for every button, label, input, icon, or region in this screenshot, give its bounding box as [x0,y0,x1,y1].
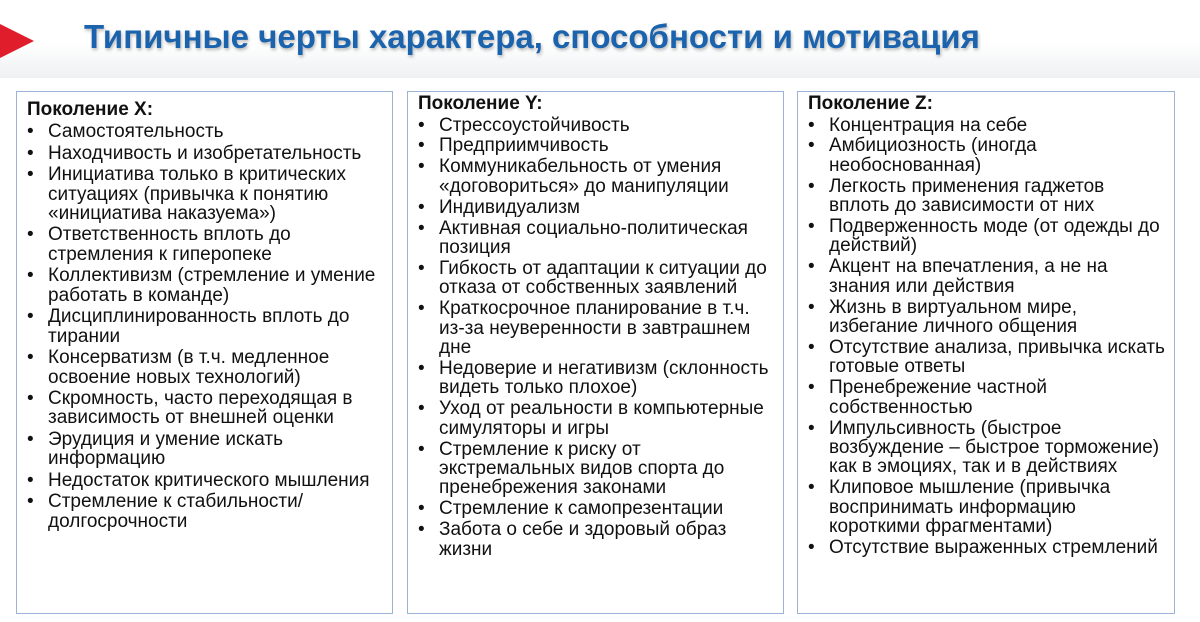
bullet-icon: • [418,196,425,218]
list-item [17,492,386,531]
list-item [798,419,1168,477]
list-item-text: Недостаток критического мышления [48,469,370,491]
bullet-icon: • [808,114,815,136]
list-item-text: Ответственность вплоть до стремления к гиперопеке [48,224,291,265]
list-item [17,307,386,346]
column-generation-x [16,91,393,614]
list-item-text: Отсутствие анализа, привычка искать готовые ответы [829,336,1165,378]
list-item [17,144,386,163]
list-item-text: Стремление к самопрезентации [439,498,724,520]
list-item-text: Коллективизм (стремление и умение работать в команде) [48,265,376,306]
list-item [408,198,777,217]
column-title: Поколение Z: [808,93,933,114]
list-item-text: Уход от реальности в компьютерные симуляторы и игры [439,398,764,439]
list-item [408,136,777,155]
list-item [408,157,777,196]
bullet-icon: • [27,306,34,328]
list-item-text: Консерватизм (в т.ч. медленное освоение новых технологий) [48,347,330,388]
bullet-icon: • [418,498,425,520]
bullet-icon: • [808,336,815,358]
list-item [798,217,1168,256]
header-band [0,0,1200,78]
bullet-icon: • [808,216,815,238]
list-item [17,122,386,141]
column-title: Поколение X: [27,99,154,120]
list-item [17,165,386,223]
list-item-text: Пренебрежение частной собственностью [829,377,1048,418]
trait-list [408,116,783,559]
list-item-text: Предприимчивость [439,135,609,157]
list-item-text: Индивидуализм [439,196,580,218]
list-item [17,225,386,264]
list-item [408,440,777,498]
list-item [798,378,1168,417]
bullet-icon: • [808,296,815,318]
bullet-icon: • [27,469,34,491]
bullet-icon: • [808,377,815,399]
list-item [798,257,1168,296]
list-item-text: Амбициозность (иногда необоснованная) [829,135,1037,176]
bullet-icon: • [808,537,815,559]
trait-list [798,116,1174,558]
page-title: Типичные черты характера, способности и мотивация [84,18,980,55]
list-item-text: Клиповое мышление (привычка воспринимать информацию короткими фрагментами) [829,477,1111,538]
column-generation-y [407,91,784,614]
column-generation-z [797,91,1175,614]
bullet-icon: • [418,298,425,320]
bullet-icon: • [27,388,34,410]
bullet-icon: • [27,265,34,287]
list-item [17,266,386,305]
list-item [798,177,1168,216]
list-item [17,389,386,428]
list-item-text: Импульсивность (быстрое возбуждение – быстрое торможение) как в эмоциях, так и в действиях [829,417,1160,478]
bullet-icon: • [418,257,425,279]
bullet-icon: • [27,428,34,450]
bullet-icon: • [418,438,425,460]
list-item-text: Эрудиция и умение искать информацию [48,428,283,470]
list-item [17,471,386,490]
list-item [17,430,386,469]
column-title: Поколение Y: [418,93,543,114]
list-item [798,136,1168,175]
list-item-text: Коммуникабельность от умения «договориться» до манипуляции [439,156,729,197]
bullet-icon: • [27,121,34,143]
list-item [798,478,1168,536]
list-item-text: Краткосрочное планирование в т.ч. из-за неуверенности в завтрашнем дне [439,298,751,358]
list-item-text: Скромность, часто переходящая в зависимость от внешней оценки [48,388,353,429]
list-item [408,259,777,298]
bullet-icon: • [418,135,425,157]
list-item [408,299,777,357]
bullet-icon: • [418,114,425,136]
list-item-text: Концентрация на себе [829,114,1028,136]
bullet-icon: • [27,491,34,513]
list-item-text: Забота о себе и здоровый образ жизни [439,519,727,560]
list-item-text: Недоверие и негативизм (склонность видеть только плохое) [439,357,769,399]
list-item-text: Стремление к стабильности/ долгосрочности [48,491,304,532]
bullet-icon: • [418,156,425,178]
list-item [408,116,777,135]
list-item-text: Легкость применения гаджетов вплоть до зависимости от них [829,175,1105,217]
list-item-text: Гибкость от адаптации к ситуации до отказа от собственных заявлений [439,257,767,299]
list-item [408,499,777,518]
list-item [408,399,777,438]
list-item-text: Акцент на впечатления, а не на знания или действия [829,256,1108,297]
bullet-icon: • [808,135,815,157]
list-item [408,359,777,398]
list-item-text: Находчивость и изобретательность [48,142,362,164]
list-item-text: Подверженность моде (от одежды до действий) [829,216,1160,257]
list-item-text: Активная социально-политическая позиция [439,217,748,258]
bullet-icon: • [808,256,815,278]
trait-list [17,122,392,531]
bullet-icon: • [27,347,34,369]
list-item [408,520,777,559]
bullet-icon: • [27,224,34,246]
list-item-text: Самостоятельность [48,121,224,143]
list-item-text: Инициатива только в критических ситуациях (привычка к понятию «инициатива наказуема») [48,164,347,224]
list-item [798,298,1168,337]
red-arrow-icon [0,24,34,58]
bullet-icon: • [808,175,815,197]
bullet-icon: • [418,519,425,541]
list-item [798,538,1168,557]
bullet-icon: • [27,164,34,186]
list-item [17,348,386,387]
list-item-text: Дисциплинированность вплоть до тирании [48,306,350,347]
list-item [798,338,1168,377]
list-item [798,116,1168,135]
bullet-icon: • [808,417,815,439]
bullet-icon: • [808,477,815,499]
bullet-icon: • [418,398,425,420]
list-item-text: Стремление к риску от экстремальных видов спорта до пренебрежения законами [439,438,725,499]
list-item-text: Жизнь в виртуальном мире, избегание личного общения [829,296,1078,338]
bullet-icon: • [418,217,425,239]
bullet-icon: • [27,142,34,164]
bullet-icon: • [418,357,425,379]
list-item-text: Стрессоустойчивость [439,114,630,136]
list-item-text: Отсутствие выраженных стремлений [829,537,1158,559]
list-item [408,219,777,258]
